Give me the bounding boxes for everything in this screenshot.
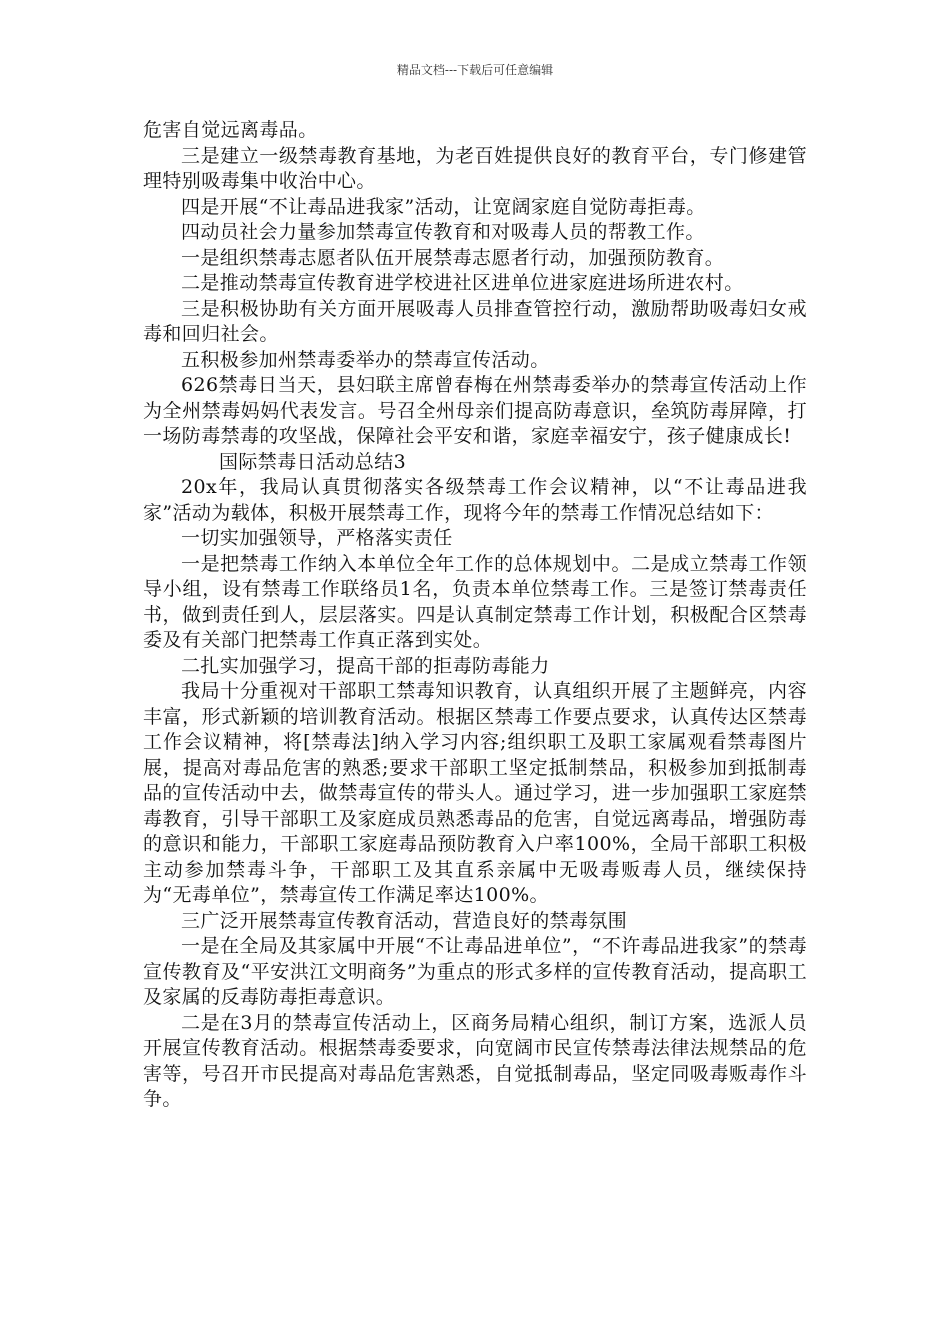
paragraph: 一是在全局及其家属中开展“不让毒品进单位”，“不许毒品进我家”的禁毒宣传教育及“平安洪江文明商务”为重点的形式多样的宣传教育活动，提高职工及家属的反毒防毒拒毒意识。	[143, 935, 807, 1008]
page-header: 精品文档---下载后可任意编辑	[396, 63, 554, 77]
paragraph: 一是把禁毒工作纳入本单位全年工作的总体规划中。二是成立禁毒工作领导小组，设有禁毒工作联络员1名，负责本单位禁毒工作。三是签订禁毒责任书，做到责任到人，层层落实。四是认真制定禁毒工作计划，积极配合区禁毒委及有关部门把禁毒工作真正落到实处。	[143, 552, 807, 651]
paragraph: 二是在3月的禁毒宣传活动上，区商务局精心组织，制订方案，选派人员开展宣传教育活动。根据禁毒委要求，向宽阔市民宣传禁毒法律法规禁品的危害等，号召开市民提高对毒品危害熟悉，自觉抵制毒品，坚定同吸毒贩毒作斗争。	[143, 1011, 807, 1110]
paragraph: 三是积极协助有关方面开展吸毒人员排查管控行动，激励帮助吸毒妇女戒毒和回归社会。	[143, 297, 807, 345]
paragraph: 三是建立一级禁毒教育基地，为老百姓提供良好的教育平台，专门修建管理特别吸毒集中收治中心。	[143, 144, 807, 192]
document-title: 国际禁毒日活动总结3	[219, 450, 407, 473]
paragraph: 二是推动禁毒宣传教育进学校进社区进单位进家庭进场所进农村。	[181, 272, 744, 294]
paragraph: 一是组织禁毒志愿者队伍开展禁毒志愿者行动，加强预防教育。	[181, 246, 725, 269]
paragraph: 危害自觉远离毒品。	[143, 119, 318, 141]
paragraph: 四是开展“不让毒品进我家”活动，让宽阔家庭自觉防毒拒毒。	[181, 195, 706, 218]
section-heading: 四动员社会力量参加禁毒宣传教育和对吸毒人员的帮教工作。	[181, 221, 705, 243]
section-heading: 三广泛开展禁毒宣传教育活动，营造良好的禁毒氛围	[181, 909, 628, 932]
document-body	[143, 118, 807, 1113]
section-heading: 二扎实加强学习，提高干部的拒毒防毒能力	[181, 654, 550, 677]
paragraph: 20x年，我局认真贯彻落实各级禁毒工作会议精神，以“不让毒品进我家”活动为载体，积极开展禁毒工作，现将今年的禁毒工作情况总结如下：	[143, 476, 807, 524]
section-heading: 五积极参加州禁毒委举办的禁毒宣传活动。	[181, 348, 550, 371]
paragraph: 626禁毒日当天，县妇联主席曾春梅在州禁毒委举办的禁毒宣传活动上作为全州禁毒妈妈代表发言。号召全州母亲们提高防毒意识，垒筑防毒屏障，打一场防毒禁毒的攻坚战，保障社会平安和谐，家庭幸福安宁，孩子健康成长!	[143, 374, 807, 447]
section-heading: 一切实加强领导，严格落实责任	[181, 527, 453, 549]
paragraph: 我局十分重视对干部职工禁毒知识教育，认真组织开展了主题鲜亮，内容丰富，形式新颖的培训教育活动。根据区禁毒工作要点要求，认真传达区禁毒工作会议精神，将[禁毒法]纳入学习内容;组织职工及职工家属观看禁毒图片展，提高对毒品危害的熟悉;要求干部职工坚定抵制禁品，积极参加到抵制毒品的宣传活动中去，做禁毒宣传的带头人。通过学习，进一步加强职工家庭禁毒教育，引导干部职工及家庭成员熟悉毒品的危害，自觉远离毒品，增强防毒的意识和能力，干部职工家庭毒品预防教育入户率100%，全局干部职工积极主动参加禁毒斗争，干部职工及其直系亲属中无吸毒贩毒人员，继续保持为“无毒单位”，禁毒宣传工作满足率达100%。	[143, 680, 807, 906]
